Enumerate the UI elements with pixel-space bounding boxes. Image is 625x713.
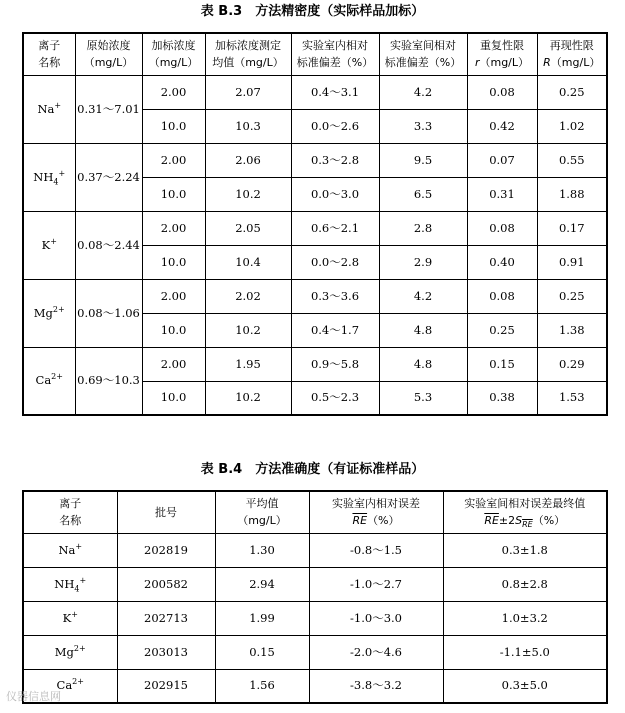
R-cell: 1.88: [537, 177, 607, 211]
inter-cell: 1.0±3.2: [443, 601, 607, 635]
avg-cell: 2.94: [215, 567, 309, 601]
table-row: [23, 143, 607, 177]
original-concentration-cell: 0.08～2.44: [75, 211, 142, 279]
batch-cell: 202819: [117, 533, 215, 567]
r-cell: 0.07: [467, 143, 537, 177]
inter-cell: 0.3±5.0: [443, 669, 607, 703]
intra-cell: -2.0～4.6: [309, 635, 443, 669]
inter-cell: 5.3: [379, 381, 467, 415]
R-cell: 0.17: [537, 211, 607, 245]
inter-cell: 0.3±1.8: [443, 533, 607, 567]
col-inter-error: 实验室间相对误差最终值 $\overline{RE}\pm 2S_{\overline{RE}}(\%)$: [443, 491, 607, 533]
spike-cell: 2.00: [142, 143, 205, 177]
intra-cell: 0.4～1.7: [291, 313, 379, 347]
original-concentration-cell: 0.69～10.3: [75, 347, 142, 415]
intra-cell: 0.5～2.3: [291, 381, 379, 415]
ion-cell: $Mg^{2+}$: [23, 635, 117, 669]
intra-cell: -0.8～1.5: [309, 533, 443, 567]
inter-cell: 9.5: [379, 143, 467, 177]
table-row: [23, 279, 607, 313]
inter-cell: 4.2: [379, 75, 467, 109]
ion-cell: K+: [23, 601, 117, 635]
ion-cell: Na+: [23, 533, 117, 567]
avg-cell: 1.99: [215, 601, 309, 635]
col-repeatability: 重复性限 r（mg/L）: [467, 33, 537, 75]
R-cell: 0.55: [537, 143, 607, 177]
r-cell: 0.25: [467, 313, 537, 347]
table-row: [23, 635, 607, 669]
table-row: [23, 669, 607, 703]
inter-cell: 4.8: [379, 347, 467, 381]
spike-cell: 10.0: [142, 109, 205, 143]
ion-cell: K+: [23, 211, 75, 279]
R-cell: 0.91: [537, 245, 607, 279]
spike-cell: 2.00: [142, 347, 205, 381]
inter-cell: 6.5: [379, 177, 467, 211]
intra-cell: 0.4～3.1: [291, 75, 379, 109]
r-cell: 0.08: [467, 279, 537, 313]
mean-cell: 2.07: [205, 75, 291, 109]
col-ion: 离子 名称: [23, 33, 75, 75]
intra-cell: 0.9～5.8: [291, 347, 379, 381]
r-cell: 0.15: [467, 347, 537, 381]
spike-cell: 10.0: [142, 245, 205, 279]
table-row: [23, 75, 607, 109]
avg-cell: 0.15: [215, 635, 309, 669]
col-average: 平均值 （mg/L）: [215, 491, 309, 533]
mean-cell: 10.2: [205, 381, 291, 415]
table-row: [23, 347, 607, 381]
col-spike-concentration: 加标浓度 （mg/L）: [142, 33, 205, 75]
table-row: [23, 567, 607, 601]
inter-cell: 2.8: [379, 211, 467, 245]
col-mean: 加标浓度测定 均值（mg/L）: [205, 33, 291, 75]
r-cell: 0.42: [467, 109, 537, 143]
mean-cell: 1.95: [205, 347, 291, 381]
mean-cell: 10.4: [205, 245, 291, 279]
r-cell: 0.40: [467, 245, 537, 279]
original-concentration-cell: 0.37～2.24: [75, 143, 142, 211]
inter-cell: 4.2: [379, 279, 467, 313]
intra-cell: -1.0～3.0: [309, 601, 443, 635]
col-reproducibility: 再现性限 R（mg/L）: [537, 33, 607, 75]
avg-cell: 1.56: [215, 669, 309, 703]
r-cell: 0.08: [467, 75, 537, 109]
col-ion: 离子 名称: [23, 491, 117, 533]
r-cell: 0.31: [467, 177, 537, 211]
batch-cell: 202713: [117, 601, 215, 635]
table-b3-caption: 表 B.3 方法精密度（实际样品加标）: [200, 4, 425, 19]
spike-cell: 2.00: [142, 279, 205, 313]
inter-cell: 3.3: [379, 109, 467, 143]
r-cell: 0.08: [467, 211, 537, 245]
spike-cell: 2.00: [142, 211, 205, 245]
intra-cell: 0.3～3.6: [291, 279, 379, 313]
R-cell: 1.38: [537, 313, 607, 347]
col-original-concentration: 原始浓度 （mg/L）: [75, 33, 142, 75]
col-intra-error: 实验室内相对误差 $\overline{RE}(\%)$: [309, 491, 443, 533]
batch-cell: 203013: [117, 635, 215, 669]
intra-cell: 0.6～2.1: [291, 211, 379, 245]
mean-cell: 10.2: [205, 177, 291, 211]
mean-cell: 10.2: [205, 313, 291, 347]
batch-cell: 202915: [117, 669, 215, 703]
spike-cell: 10.0: [142, 313, 205, 347]
intra-cell: 0.0～2.6: [291, 109, 379, 143]
spike-cell: 10.0: [142, 381, 205, 415]
ion-cell: $Ca^{2+}$: [23, 347, 75, 415]
spike-cell: 2.00: [142, 75, 205, 109]
R-cell: 0.25: [537, 75, 607, 109]
original-concentration-cell: 0.31～7.01: [75, 75, 142, 143]
mean-cell: 2.02: [205, 279, 291, 313]
intra-cell: 0.3～2.8: [291, 143, 379, 177]
inter-cell: 0.8±2.8: [443, 567, 607, 601]
r-cell: 0.38: [467, 381, 537, 415]
col-inter-rsd: 实验室间相对 标准偏差（%）: [379, 33, 467, 75]
col-batch: 批号: [117, 491, 215, 533]
inter-cell: -1.1±5.0: [443, 635, 607, 669]
avg-cell: 1.30: [215, 533, 309, 567]
table-row: [23, 533, 607, 567]
inter-cell: 4.8: [379, 313, 467, 347]
mean-cell: 2.05: [205, 211, 291, 245]
ion-cell: $NH_4^+$: [23, 567, 117, 601]
precision-table: [22, 32, 608, 416]
R-cell: 1.02: [537, 109, 607, 143]
intra-cell: -3.8～3.2: [309, 669, 443, 703]
ion-cell: $Mg^{2+}$: [23, 279, 75, 347]
original-concentration-cell: 0.08～1.06: [75, 279, 142, 347]
spike-cell: 10.0: [142, 177, 205, 211]
R-cell: 0.25: [537, 279, 607, 313]
mean-cell: 10.3: [205, 109, 291, 143]
ion-cell: $NH_4^+$: [23, 143, 75, 211]
batch-cell: 200582: [117, 567, 215, 601]
R-cell: 1.53: [537, 381, 607, 415]
table-row: [23, 601, 607, 635]
ion-cell: Na+: [23, 75, 75, 143]
ion-cell: $Ca^{2+}$: [23, 669, 117, 703]
table-b4-caption: 表 B.4 方法准确度（有证标准样品）: [200, 462, 425, 477]
mean-cell: 2.06: [205, 143, 291, 177]
intra-cell: 0.0～3.0: [291, 177, 379, 211]
precision-table-header: [23, 33, 607, 75]
R-cell: 0.29: [537, 347, 607, 381]
watermark: 仪器信息网: [6, 690, 61, 703]
intra-cell: -1.0～2.7: [309, 567, 443, 601]
inter-cell: 2.9: [379, 245, 467, 279]
col-intra-rsd: 实验室内相对 标准偏差（%）: [291, 33, 379, 75]
accuracy-table-header: [23, 491, 607, 533]
intra-cell: 0.0～2.8: [291, 245, 379, 279]
table-row: [23, 211, 607, 245]
accuracy-table: [22, 490, 608, 704]
